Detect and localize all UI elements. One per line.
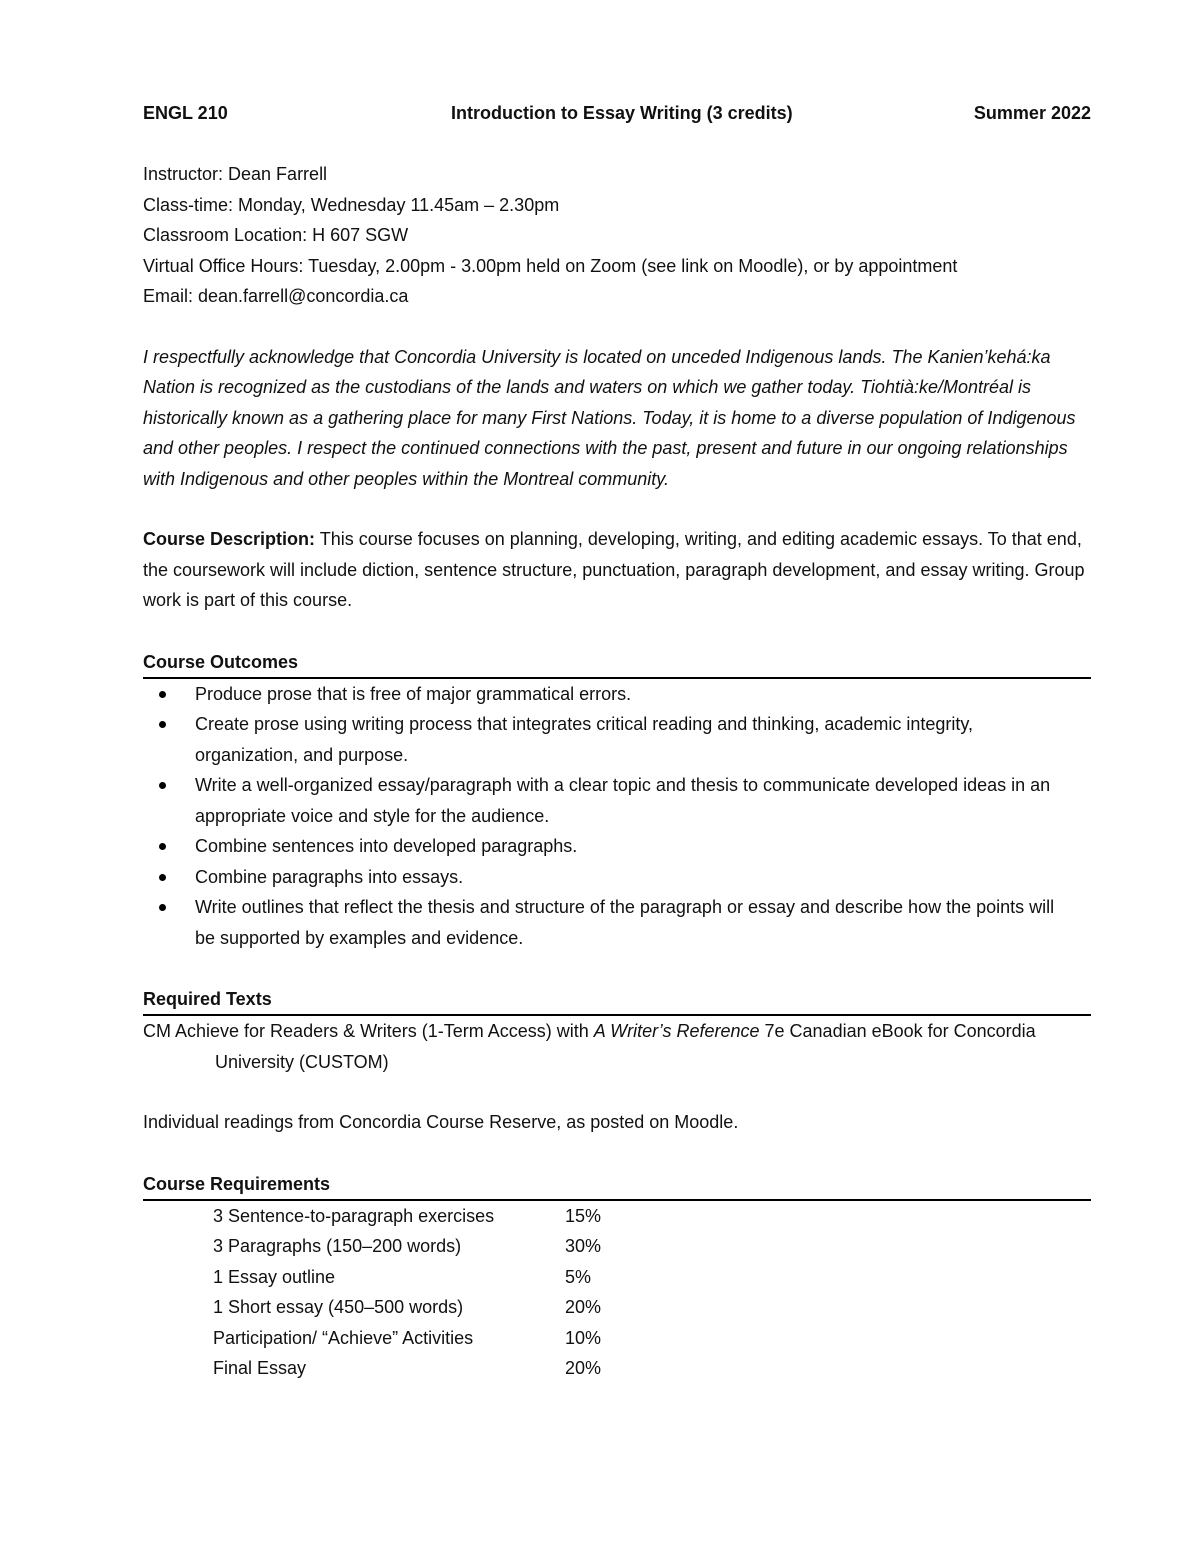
table-row: 3 Sentence-to-paragraph exercises 15% bbox=[213, 1205, 602, 1226]
list-item: Write a well-organized essay/paragraph with a clear topic and thesis to communicate developed ideas in an appropriate voice and style for the audience. bbox=[143, 770, 1075, 831]
table-row: Participation/ “Achieve” Activities 10% bbox=[213, 1327, 602, 1348]
list-item: Create prose using writing process that integrates critical reading and thinking, academic integrity, organization, and purpose. bbox=[143, 709, 1075, 770]
land-acknowledgement: I respectfully acknowledge that Concordia University is located on unceded Indigenous lands. The Kanien’kehá:ka Nation is recognized as the custodians of the lands and waters on which we gather today. Tiohtià:ke/Montréal is historically known as a gathering place for many First Nations. Today, it is home to a diverse population of Indigenous and other peoples. I respect the continued connections with the past, present and future in our ongoing relationships with Indigenous and other peoples within the Montreal community. bbox=[143, 346, 1076, 489]
readings-note: Individual readings from Concordia Course Reserve, as posted on Moodle. bbox=[143, 1112, 739, 1132]
bullet-icon bbox=[159, 782, 166, 789]
book-title: A Writer’s Reference bbox=[593, 1021, 760, 1041]
course-title: Introduction to Essay Writing (3 credits) bbox=[450, 103, 793, 123]
table-row: 1 Short essay (450–500 words) 20% bbox=[213, 1297, 602, 1317]
bullet-icon bbox=[159, 721, 166, 728]
required-texts-heading: Required Texts bbox=[143, 984, 1091, 1016]
bullet-icon bbox=[159, 904, 166, 911]
list-item: Combine sentences into developed paragraphs. bbox=[143, 831, 1075, 862]
course-description-text: This course focuses on planning, developing, writing, and editing academic essays. To that end, the coursework will include diction, sentence structure, punctuation, paragraph development, and essay writing. Group work is part of this course. bbox=[143, 529, 1085, 610]
course-code: ENGL 210 bbox=[143, 103, 228, 123]
required-text-entry: CM Achieve for Readers & Writers (1-Term Access) with A Writer’s Reference 7e Canadian eBook for Concordia University (CUSTOM) bbox=[143, 1021, 1036, 1072]
course-description-label: Course Description: bbox=[143, 529, 316, 549]
document-header bbox=[143, 98, 1091, 130]
requirements-heading: Course Requirements bbox=[143, 1169, 1091, 1201]
course-term: Summer 2022 bbox=[973, 103, 1091, 123]
list-item: Write outlines that reflect the thesis and structure of the paragraph or essay and describe how the points will be supported by examples and evidence. bbox=[143, 892, 1075, 953]
list-item: Combine paragraphs into essays. bbox=[143, 862, 1075, 893]
table-row: Final Essay 20% bbox=[213, 1358, 602, 1378]
table-row: 1 Essay outline 5% bbox=[213, 1266, 592, 1287]
location-line: Classroom Location: H 607 SGW bbox=[143, 225, 409, 245]
office-hours-line: Virtual Office Hours: Tuesday, 2.00pm - 3.00pm held on Zoom (see link on Moodle), or by appointment bbox=[143, 255, 958, 276]
instructor-line: Instructor: Dean Farrell bbox=[143, 164, 328, 184]
course-description bbox=[143, 524, 1088, 616]
list-item: Produce prose that is free of major grammatical errors. bbox=[143, 679, 1075, 710]
table-row: 3 Paragraphs (150–200 words) 30% bbox=[213, 1236, 602, 1256]
contact-info bbox=[143, 159, 1091, 312]
bullet-icon bbox=[159, 691, 166, 698]
email-line: Email: dean.farrell@concordia.ca bbox=[143, 286, 409, 306]
syllabus-page bbox=[143, 98, 1091, 1384]
bullet-icon bbox=[159, 843, 166, 850]
outcomes-list bbox=[143, 679, 1091, 954]
bullet-icon bbox=[159, 874, 166, 881]
outcomes-heading: Course Outcomes bbox=[143, 647, 1091, 679]
requirements-table bbox=[213, 1201, 645, 1384]
class-time-line: Class-time: Monday, Wednesday 11.45am – 2.30pm bbox=[143, 194, 560, 215]
